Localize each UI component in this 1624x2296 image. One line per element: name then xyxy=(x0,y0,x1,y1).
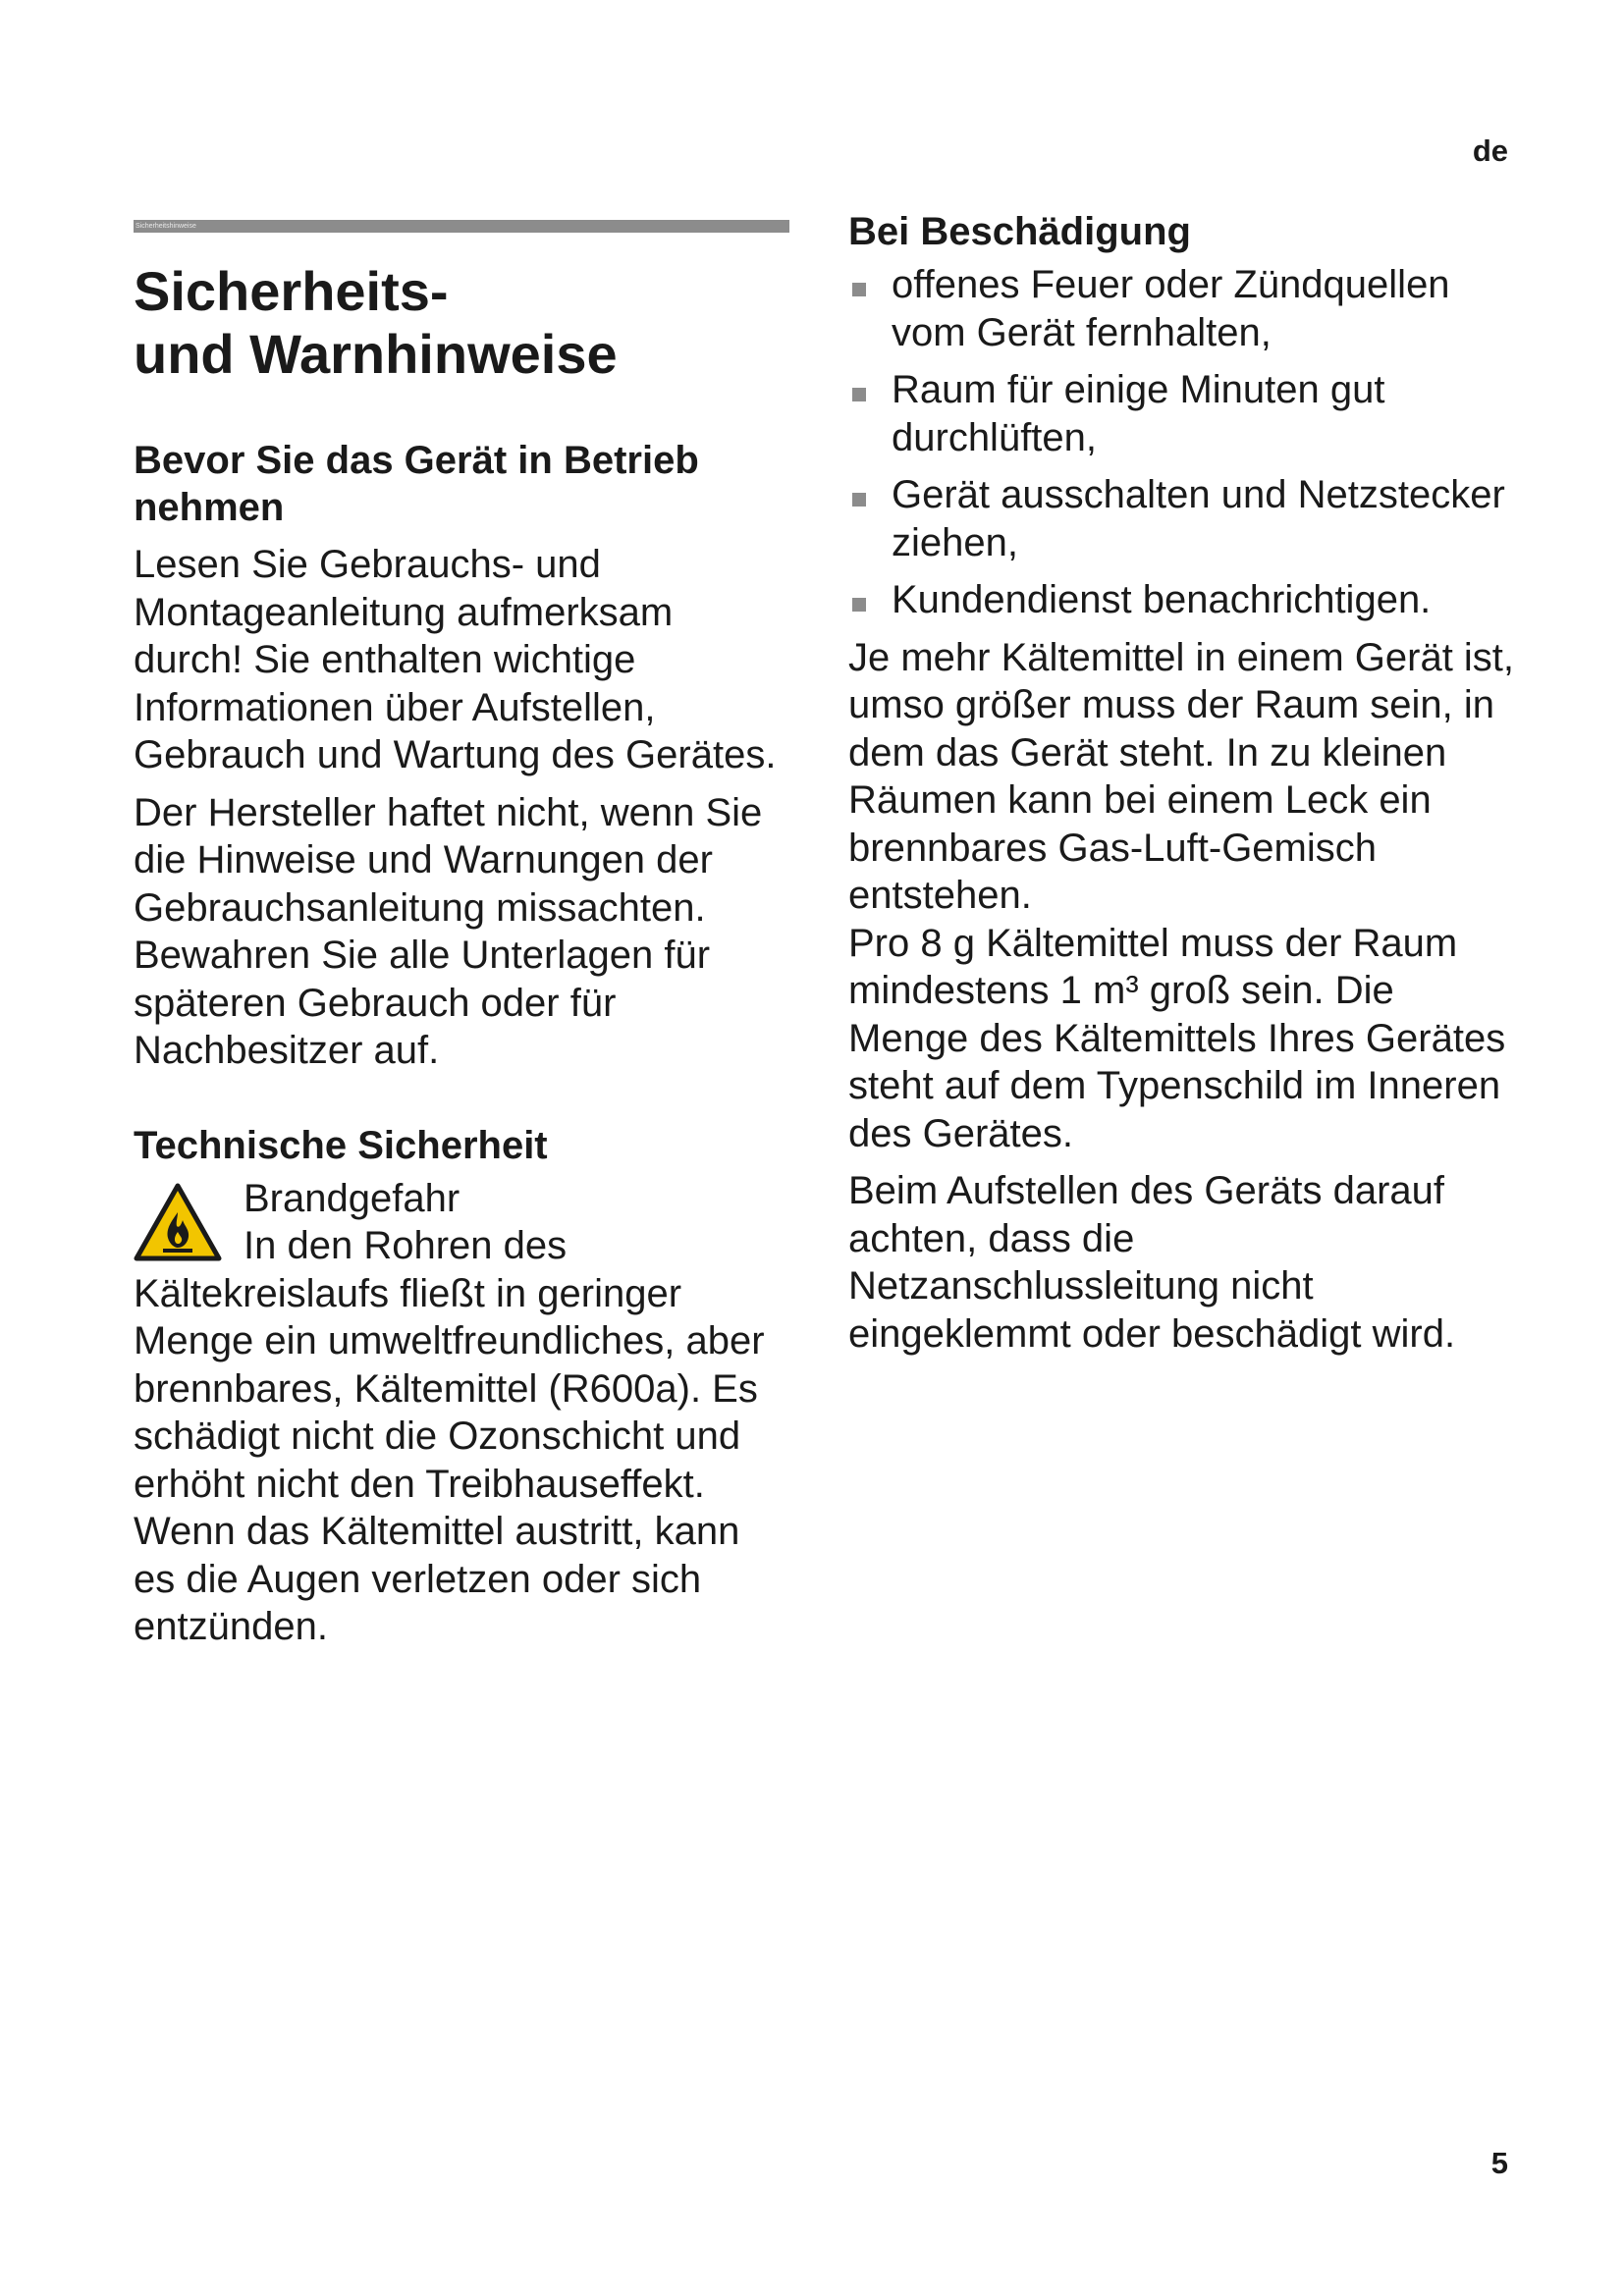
paragraph-refrigerant-quantity: Pro 8 g Kältemittel muss der Raum mindestens 1 m³ groß sein. Die Menge des Kältemittels Ihres Gerätes steht auf dem Typenschild im Inneren des Gerätes. xyxy=(848,921,1506,1155)
section-rule-tag: Sicherheitshinweise xyxy=(135,223,196,230)
paragraph-installation-cable: Beim Aufstellen des Geräts darauf achten, dass die Netzanschlussleitung nicht eingeklemmt oder beschädigt wird. xyxy=(848,1169,1456,1356)
bullet-square-icon xyxy=(852,493,866,507)
bullet-square-icon xyxy=(852,283,866,296)
damage-steps-list xyxy=(848,261,1516,624)
list-item-text: Raum für einige Minuten gut durchlüften, xyxy=(892,368,1385,459)
warning-text-line1: In den Rohren des xyxy=(244,1224,568,1267)
paragraph-refrigerant-room-size: Je mehr Kältemittel in einem Gerät ist, umso größer muss der Raum sein, in dem das Gerät steht. In zu kleinen Räumen kann bei einem Leck ein brennbares Gas-Luft-Gemisch entstehen. xyxy=(848,635,1515,917)
list-item xyxy=(848,261,1516,356)
bullet-square-icon xyxy=(852,598,866,612)
page-number: 5 xyxy=(1490,2146,1508,2180)
page-title xyxy=(134,260,789,386)
paragraph-manufacturer-liability: Der Hersteller haftet nicht, wenn Sie die Hinweise und Warnungen der Gebrauchsanleitung missachten. Bewahren Sie alle Unterlagen für späteren Gebrauch oder für Nachbesitzer auf. xyxy=(134,790,763,1072)
heading-technical-safety: Technische Sicherheit xyxy=(134,1123,548,1167)
list-item xyxy=(848,576,1516,624)
fire-warning-block xyxy=(134,1175,789,1651)
flammable-warning-icon xyxy=(134,1183,222,1261)
heading-damage: Bei Beschädigung xyxy=(848,210,1191,253)
page-title-line1: Sicherheits- xyxy=(134,260,449,322)
list-item xyxy=(848,366,1516,461)
warning-label: Brandgefahr xyxy=(244,1176,460,1220)
section-rule xyxy=(134,220,789,233)
language-code: de xyxy=(1472,133,1508,168)
heading-before-operation: Bevor Sie das Gerät in Betrieb nehmen xyxy=(134,439,699,529)
list-item-text: offenes Feuer oder Zündquellen vom Gerät fernhalten, xyxy=(892,263,1450,354)
list-item-text: Kundendienst benachrichtigen. xyxy=(892,578,1432,621)
right-column xyxy=(848,208,1516,1358)
paragraph-read-instructions: Lesen Sie Gebrauchs- und Montageanleitung aufmerksam durch! Sie enthalten wichtige Informationen über Aufstellen, Gebrauch und Wartung des Gerätes. xyxy=(134,543,777,776)
left-column xyxy=(134,220,789,1651)
bullet-square-icon xyxy=(852,388,866,401)
warning-text: Kältekreislaufs fließt in geringer Menge ein umweltfreundliches, aber brennbares, Kältemittel (R600a). Es schädigt nicht die Ozonschicht und erhöht nicht den Treibhauseffekt. Wenn das Kältemittel austritt, kann es die Augen verletzen oder sich entzünden. xyxy=(134,1271,765,1648)
list-item xyxy=(848,471,1516,566)
page-title-line2: und Warnhinweise xyxy=(134,323,618,385)
list-item-text: Gerät ausschalten und Netzstecker ziehen, xyxy=(892,473,1505,564)
